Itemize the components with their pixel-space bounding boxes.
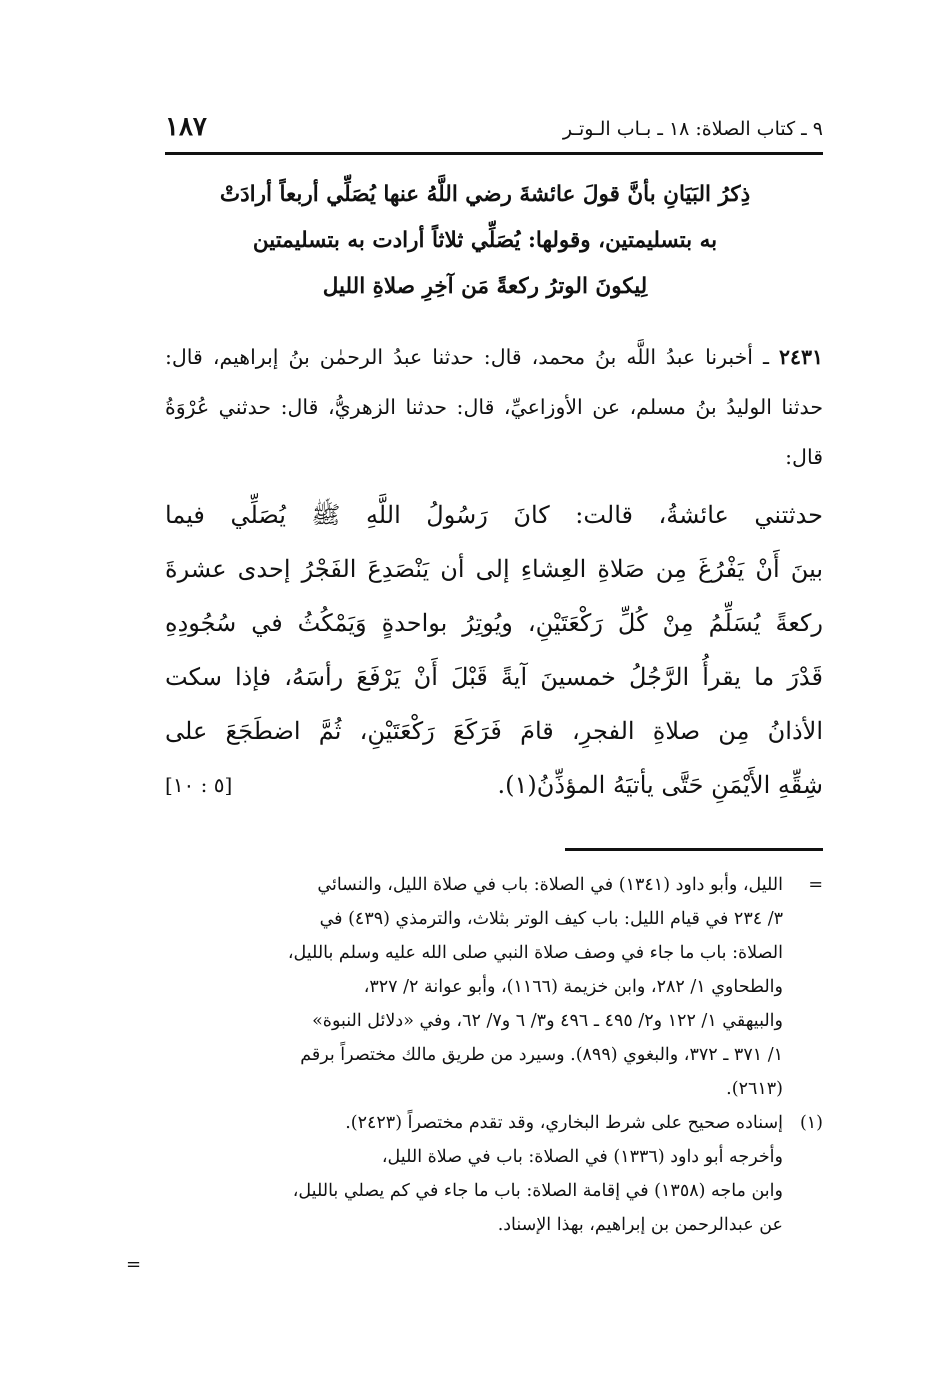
matn-line: بينَ أَنْ يَفْرُغَ مِن صَلاةِ العِشاءِ إلى أن يَنْصَدِعَ الفَجْرُ إحدى عشرةَ — [165, 555, 824, 583]
footnote-1 — [165, 1106, 823, 1242]
footnote-marker: = — [808, 875, 823, 895]
matn-line: ركعةً يُسَلِّمُ مِنْ كُلِّ رَكْعَتَيْنِ، ويُوتِرُ بواحدةٍ وَيَمْكُثُ في سُجُودِهِ — [165, 609, 823, 637]
footnote-continuation — [165, 868, 823, 1106]
hadith-number: ٢٤٣١ — [778, 345, 823, 369]
footnote-line: والبيهقي ١/ ١٢٢ و٢/ ٤٩٥ ـ ٤٩٦ و٣/ ٦ و٧/ ٦٢، وفي «دلائل النبوة» — [312, 1011, 783, 1031]
footnote-line: الصلاة: باب ما جاء في وصف صلاة النبي صلى الله عليه وسلم بالليل، — [287, 943, 783, 963]
footnote-line: (٢٦١٣). — [726, 1079, 783, 1099]
footnote-rule — [565, 848, 823, 851]
hadith-reference: [٥ : ١٠] — [165, 773, 233, 797]
chapter-title-line: لِيكونَ الوترُ ركعةً مَن آخِرِ صلاةِ الليل — [322, 274, 648, 299]
footnote-line: والطحاوي ١/ ٢٨٢، وابن خزيمة (١١٦٦)، وأبو عوانة ٢/ ٣٢٧، — [363, 977, 783, 997]
footnote-marker: (١) — [799, 1113, 823, 1133]
footnote-line: وأخرجه أبو داود (١٣٣٦) في الصلاة: باب في صلاة الليل، — [381, 1147, 783, 1167]
footnote-line: وابن ماجه (١٣٥٨) في إقامة الصلاة: باب ما جاء في كم يصلي بالليل، — [292, 1181, 783, 1201]
chapter-title — [165, 172, 805, 310]
page-header — [165, 112, 823, 152]
continuation-marker: = — [126, 1254, 142, 1275]
hadith-isnad — [165, 332, 823, 482]
footnote-line: عن عبدالرحمن بن إبراهيم، بهذا الإسناد. — [497, 1215, 783, 1235]
matn-line: الأذانُ مِن صلاةِ الفجرِ، قامَ فَرَكَعَ رَكْعَتَيْنِ، ثُمَّ اضطَجَعَ على — [165, 717, 823, 745]
matn-line: حدثتني عائشةُ، قالت: كانَ رَسُولُ اللَّهِ ﷺ يُصَلِّي فيما — [165, 501, 823, 529]
footnote-line: الليل، وأبو داود (١٣٤١) في الصلاة: باب في صلاة الليل، والنسائي — [317, 875, 783, 895]
chapter-title-line: ذِكرُ البَيَانِ بأنَّ قولَ عائشةَ رضي اللَّهُ عنها يُصَلِّي أربعاً أرادَتْ — [219, 182, 751, 207]
header-rule — [165, 152, 823, 155]
footnote-line: إسناده صحيح على شرط البخاري، وقد تقدم مختصراً (٢٤٢٣). — [345, 1113, 783, 1133]
matn-last-line — [165, 758, 823, 812]
page-number: ١٨٧ — [165, 112, 207, 142]
hadith-matn — [165, 488, 823, 812]
footnote-line: ١/ ٣٧١ ـ ٣٧٢، والبغوي (٨٩٩). وسيرد من طريق مالك مختصراً برقم — [300, 1045, 783, 1065]
matn-line: شِقِّهِ الأَيْمَنِ حَتَّى يأتيَهُ المؤذِّنُ(١). — [497, 771, 823, 799]
footnotes — [165, 868, 823, 1242]
running-head: ٩ ـ كتاب الصلاة: ١٨ ـ بـاب الـوتـر — [562, 118, 823, 140]
footnote-line: ٣/ ٢٣٤ في قيام الليل: باب كيف الوتر بثلاث، والترمذي (٤٣٩) في — [319, 909, 783, 929]
isnad-text: ـ أخبرنا عبدُ اللَّه بنُ محمد، قال: حدثنا عبدُ الرحمٰن بنُ إبراهيم، قال: حدثنا الوليدُ بنُ مسلم، عن الأوزاعيِّ، قال: حدثنا الزهريُّ، قال: حدثني عُرْوَةُ قال: — [165, 345, 823, 469]
matn-line: قَدْرَ ما يقرأُ الرَّجُلُ خمسينَ آيةً قَبْلَ أَنْ يَرْفَعَ رأسَهُ، فإذا سكت — [165, 663, 823, 691]
chapter-title-line: به بتسليمتين، وقولها: يُصَلِّي ثلاثاً أرادت به بتسليمتين — [252, 228, 718, 253]
